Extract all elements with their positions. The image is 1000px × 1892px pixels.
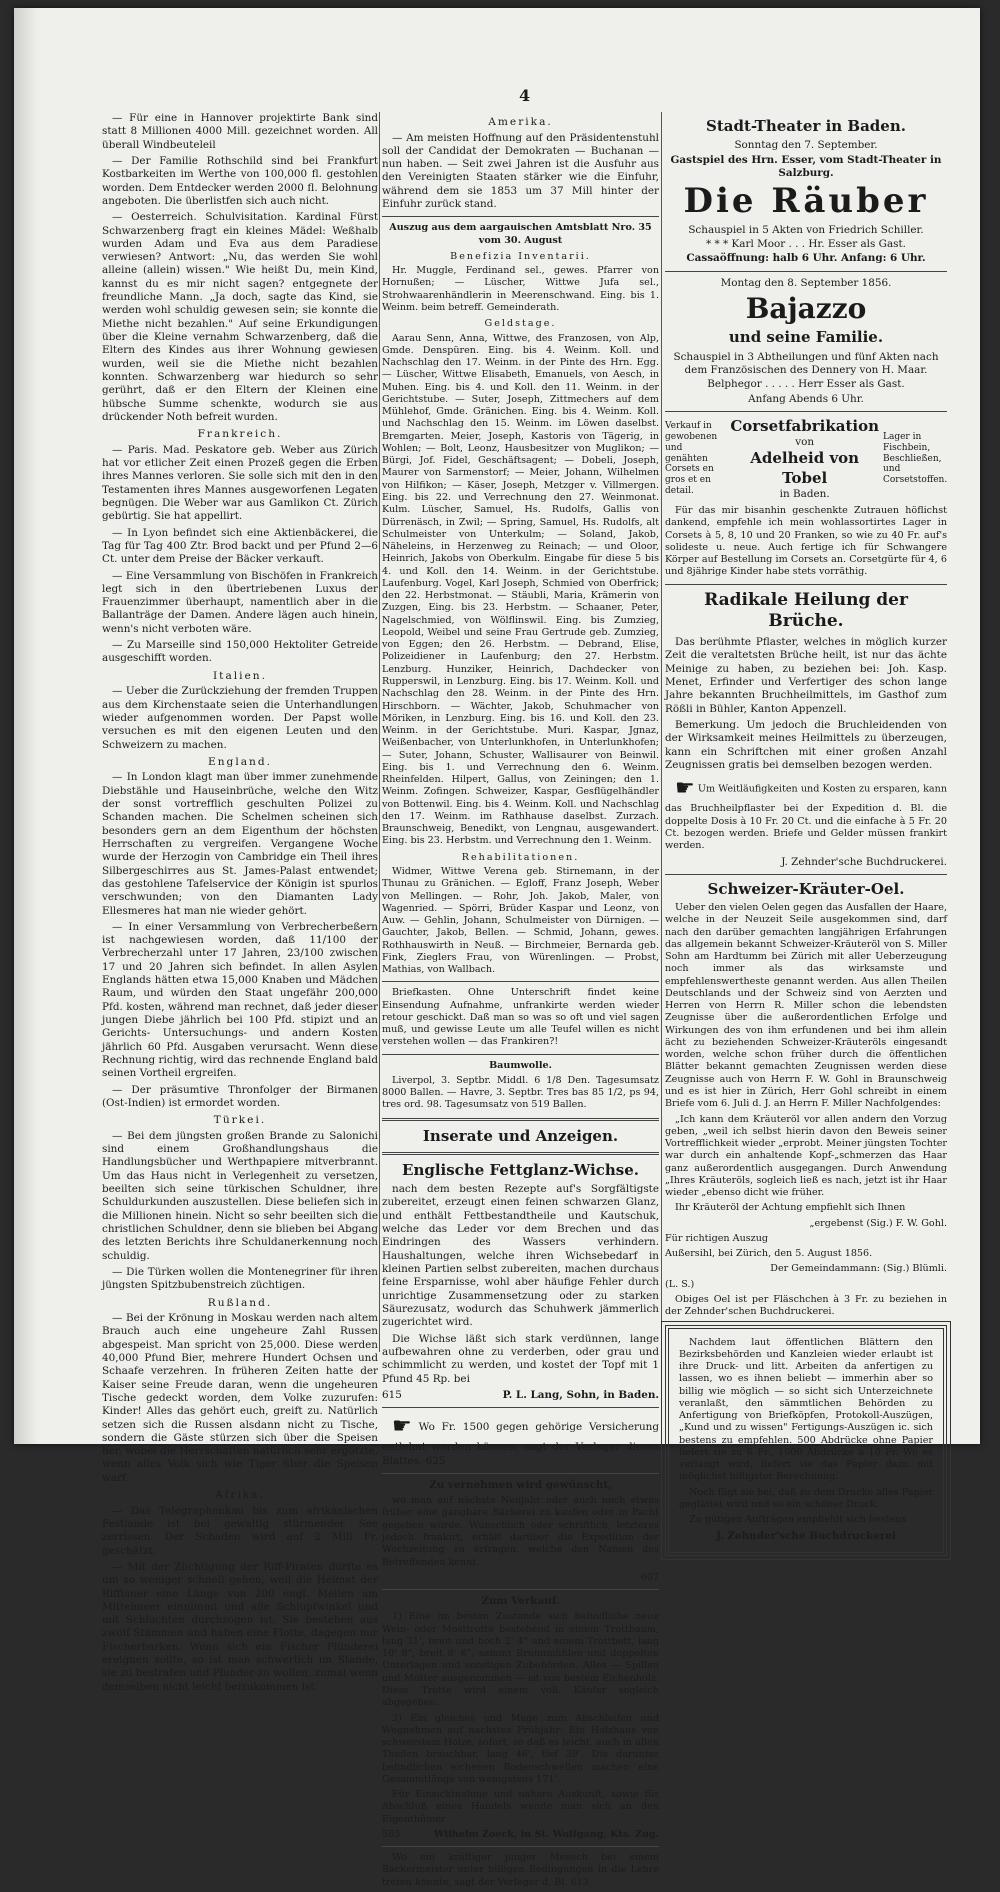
news-paragraph: — Oesterreich. Schulvisitation. Kardinal Fürst Schwarzenberg fragt ein kleines Mädel: Weßhalb wurden Adam und Eva aus dem Paradiese verwiesen? Antwort: „Nu, das werden Sie wohl alleine (allein) wissen." Wie heißt Du, mein Kind, kannst du es mir nicht sagen? entgegnete der freundliche Mann. „Ja doch, sagte das Kind, sie werden wohl schuldig gewesen sein; sie konnte die Miethe nicht bezahlen." Auf seine Erkundigungen über die Kleine vernahm Schwarzenberg, daß die Eltern des Kindes aus ihrer Wohnung gewiesen wurden, weil sie die Miethe nicht bezahlen konnten. Schwarzenberg war hiedurch so sehr gerührt, daß er den Eltern der Kleinen eine hübsche Summe schenkte, wodurch sie aus drückender Noth befreit wurden. [102, 211, 378, 423]
printing-ad-frame [665, 1325, 947, 1556]
briefkasten-text: Briefkasten. Ohne Unterschrift findet keine Einsendung Aufnahme, unfrankirte werden wieder retour geschickt. Daß man so was so oft und viel sagen muß, und gewisse Leute um alle Teufel willen es nicht verstehen wollen — das Frankiren?! [382, 987, 659, 1048]
divider [382, 1589, 659, 1590]
news-paragraph: — Zu Marseille sind 150,000 Hektoliter Getreide ausgeschifft worden. [102, 639, 378, 665]
corset-title: Corsetfabrikation [730, 416, 879, 435]
theater-title: Stadt-Theater in Baden. [706, 117, 906, 135]
ad-number: 613 [570, 1876, 589, 1888]
divider [382, 1407, 659, 1408]
newspaper-page [14, 8, 980, 1888]
theater-date: Sonntag den 7. September. [734, 139, 878, 152]
amtsblatt-title: Auszug aus dem aargauischen Amtsblatt Nro. 35 vom 30. August [389, 222, 652, 246]
divider [382, 1473, 659, 1474]
frame-text: Nachdem laut öffentlichen Blättern den Bezirksbehörden und Kanzleien wieder erlaubt ist ihre Druck- und litt. Arbeiten da anfertigen zu lassen, wo es ihnen beliebt — immerhin aber so billig wie möglich — so sicht sich Unterzeichnete veranlaßt, den sämmtlichen Behörden zu Anfertigung von Briefköpfen, Protokoll-Auszügen, „Kund und zu wissen" Fertigungs-Auszügen ic. sich bestens zu empfehlen. 500 Abdrücke ohne Papier liefert sie zu 6 Fr., 1000 Abdrücke à 10 Fr. Wo es verlangt wird, liefert sie das Papier dazu mit möglichst billigster Berechnung. [679, 1336, 933, 1483]
ad-number: 585 [382, 1828, 401, 1840]
column-announcements [382, 112, 659, 1892]
oel-price: Obiges Oel ist per Fläschchen à 3 Fr. zu beziehen in der Zehnder'schen Buchdruckerei. [665, 1293, 947, 1318]
news-paragraph: — Der präsumtive Thronfolger der Birmanen (Ost-Indien) ist ermordet worden. [102, 1083, 378, 1109]
gewuenscht-footer [382, 1572, 659, 1584]
wichse-text: nach dem besten Rezepte auf's Sorgfältigste zubereitet, erzeugt einen feinen schwarzen Glanz, und enthält Fettbestandtheile und Kautschuk, welche das Leder vor dem Brechen und das Eindringen des Wassers verhindern. Haushaltungen, welche ihren Wichsebedarf in kleinen Partien selbst zubereiten, machen durchaus feine Ersparnisse, wohl aber häufige Fehler durch unrichtige Zusammensetzung oder zu starken Säurezusatz, wodurch das Schuhwerk jämmerlich zugerichtet wird. [382, 1183, 659, 1329]
wichse-footer [382, 1389, 659, 1402]
section-heading: Afrika. [215, 1489, 265, 1502]
news-paragraph: — Die Türken wollen die Montenegriner für ihren jüngsten Spitzbubenstreich züchtigen. [102, 1265, 378, 1292]
section-heading: Italien. [213, 669, 267, 682]
wichse-text: Die Wichse läßt sich stark verdünnen, lange aufbewahren ohne zu verderben, oder grau und schimmlicht zu werden, und kostet der Topf mit 1 Pfund 45 Rp. bei [382, 1332, 659, 1385]
baumwolle-heading: Baumwolle. [489, 1059, 552, 1071]
verkauf-footer [382, 1829, 659, 1841]
frame-text: Zu gütigen Aufträgen empfiehlt sich bestens [689, 1514, 907, 1526]
page-fold-shadow [14, 8, 38, 1444]
news-paragraph: — Bei dem jüngsten großen Brande zu Salonichi sind einem Großhandlungshaus die Handlungsbücher und Werthpapiere mitverbrannt. Um das Haus nicht in Verlegenheit zu versetzen, beeilten sich seine türkischen Schuldner, ihre Schuldurkunden auszustellen. Diese beliefen sich in die Millionen hinein. Nicht so sehr beeilten sich die christlichen Schuldner, denn sie blieben bei Abgang des letzten Berichts ihre Schuldanerkennung noch schuldig. [102, 1129, 378, 1262]
ad-number: 615 [382, 1388, 402, 1401]
column-rule [379, 112, 380, 1352]
divider [382, 1152, 659, 1155]
oel-text: Ueber den vielen Oelen gegen das Ausfallen der Haare, welche in der Neuzeit Seile ausgekommen sind, darf nach den darüber gemachten langjährigen Erfahrungen das allgemein bekannt Schweizer-Kräuteröl von S. Miller Sohn am Hardtumm bei Zürich mit aller Ueberzeugung noch immer als das wirksamste und empfehlenswertheste genannt werden. Aus allen Theilen Deutschlands und der Schweiz sind von Aerzten und Herren von Herrn R. Miller schon die lebendsten Zeugnisse über die außerordentlichen Erfolge und Wirkungen des von ihm erfundenen und bei ihm allein ächt zu beziehenden Schweizer-Kräuteröls eingesandt worden, welche schon früher durch die öffentlichen Blätter bekannt gemachten Zeugnissen werden diese Zeugnisse auch von Herrn F. W. Gohl in Braunschweig und es ist hier in Zürich, Herr Gohl schreibt in einem Briefe vom 6. Juli d. J. an Herrn F. Miller Nachfolgendes: [665, 902, 947, 1110]
news-paragraph: — In Lyon befindet sich eine Aktienbäckerei, die Tag für Tag 400 Ztr. Brod backt und per Pfund 2—6 Ct. unter dem Preise der Bäcker verkauft. [102, 526, 378, 566]
news-paragraph: — Paris. Mad. Peskatore geb. Weber aus Zürich hat vor etlicher Zeit einen Prozeß gegen die Erben ihres Mannes verloren. Sie solle sich mit den in den Testamenten ihres Mannes ausgeworfenen Legaten begnügen. Die Weber war aus Gamlikon Ct. Zürich gebürtig. Sie hat appellirt. [102, 443, 378, 523]
bruch-text: Das berühmte Pflaster, welches in möglich kurzer Zeit die veraltetsten Brüche heilt, ist nur das ächte Meinige zu haben, zu beziehen bei: Joh. Kasp. Menet, Erfinder und Verfertiger des schon lange Jahre bekannten Bruchheilmittels, im Gasthof zum Rößli in Bühler, Kanton Appenzell. [665, 636, 947, 715]
section-heading: Rußland. [207, 1296, 273, 1309]
column-news [102, 112, 378, 1697]
frame-text: Noch fügt sie bei, daß zu dem Drucke alles Papier geglättet wird und so ein schöner Druck. [679, 1486, 933, 1510]
news-paragraph: — Ueber die Zurückziehung der fremden Truppen aus dem Kirchenstaate seien die Unterhandlungen wieder aufgenommen worden. Der Papst wolle versuchen es mit den eigenen Leuten und den Schweizern zu machen. [102, 685, 378, 751]
play-description: Schauspiel in 3 Abtheilungen und fünf Akten nach dem Französischen des Dennery von H. Maar. [673, 350, 939, 376]
theater-date: Montag den 8. September 1856. [720, 276, 892, 289]
corset-owner: Adelheid von Tobel [750, 449, 860, 487]
play-subtitle: und seine Familie. [728, 328, 884, 347]
wichse-title: Englische Fettglanz-Wichse. [402, 1160, 639, 1179]
inserate-heading: Inserate und Anzeigen. [422, 1126, 619, 1145]
divider [665, 584, 947, 585]
column-rule [661, 112, 662, 1352]
verkauf-item: 2) Ein gleiches und Mage zum Abschleifen und Wegnehmen auf nachstes Frühjahr: Ein Holzhaus von schwerstem Holze, sofort, so daß es leicht, auch in allen Theilen brauchbar, lang 46', tief 39'. Die darunter befindlichen eichenen Bodenschwellen machen eine Gesammtlänge von wenigstens 171'. [382, 1712, 659, 1785]
oel-quote: „Ich kann dem Kräuteröl vor allen andern den Vorzug geben, „weil ich selbst hierin davon den Beweis seiner Vortrefflichkeit wieder „erprobt. Meiner jüngsten Tochter war durch ein anhaltende Kopf-„schmerzen das Haar ganz außerordentlich ausgegangen. Durch Anwendung „Ihres Kräuteröls, sogleich ließ es nach, jetzt ist ihr Haar wieder „ebenso dicht wie früher. [665, 1113, 947, 1199]
section-heading: Rehabilitationen. [461, 851, 580, 863]
ad-signature: Wilhelm Zoeck, in St. Wolfgang, Kts. Zug. [433, 1828, 659, 1840]
gewuenscht-text: wo man auf nächste Neujahr oder auch noch etwas früher eine gangbare Bäckerei zu kaufen oder in Pacht gegeben würde. Wünschlich oder schriftlich, letzteres jedoch frankirt, erhält darüber die Expedition der Wochzeitung zu erfragen, welche den Namen des Betreffenden kennt. [382, 1495, 659, 1568]
corset-header [665, 417, 947, 501]
news-paragraph: — In einer Versammlung von Verbrecherbeßern ist nachgewiesen worden, daß 11/100 der Verbrecherzahl unter 17 Jahren, 23/100 zwischen 17 und 20 Jahren sich befindet. In allen Asylen Englands hätten etwa 15,000 Knaben und Mädchen Raum, und würden den Staat ungefähr 200,000 Pfd. kosten, während man rechnet, daß jeder dieser jungen Diebe jährlich bei 100 Pfd. stipizt und an Gerichts- Untersuchungs- und andern Kosten jährlich 60 Pfd. Ausgaben verursacht. Wenn diese Rechnung richtig, wird das rechnende England bald seinen Vortheil ergreifen. [102, 920, 378, 1080]
bruch-title: Radikale Heilung der Brüche. [704, 589, 908, 632]
benefizia-text: Hr. Muggle, Ferdinand sel., gewes. Pfarrer von Hornußen; — Lüscher, Wittwe Jufa sel., Strohwaarenhändlerin in Meerenschwand. Eing. bis 1. Weinm. beim betreff. Gemeinderath. [382, 265, 659, 314]
news-paragraph: — Eine Versammlung von Bischöfen in Frankreich legt sich in den übertriebenen Luxus der Frauenzimmer überhaupt, namentlich aber in die Ballanträge der Damen. Andere lägen auch hinein, wenn's nicht verboten wäre. [102, 569, 378, 635]
cast-line: Belphegor . . . . . Herr Esser als Gast. [707, 378, 905, 391]
verkauf-item: Für Einsichtnahme und nähere Auskunft, sowie für Abschluß eines Handels wende man sich an den Eigenthümer [382, 1789, 659, 1825]
oel-title: Schweizer-Kräuter-Oel. [707, 879, 905, 898]
news-paragraph: — In London klagt man über immer zunehmende Diebstähle und Hauseinbrüche, welche den Witz der sonst vortrefflich geschulten Polizei zu Schanden machen. Die Schelmen scheinen sich besonders gern an dem Eigenthum der höchsten Herrschaften zu vergreifen. Vergangene Woche wurde der Herzogin von Cambridge ein Theil ihres Silbergeschirres aus St. James-Palast entwendet; das gestohlene Tafelservice der Königin ist spurlos verschwunden; von den Diamanten Lady Ellesmeres hat man nie wieder gehört. [102, 771, 378, 917]
corset-text: Für das mir bisanhin geschenkte Zutrauen höflichst dankend, empfehle ich mein wohlassortirtes Lager in Corsets à 5, 8, 10 und 20 Franken, so wie zu 40 Fr. auf's solideste u. neue. Auch fertige ich für Schwangere Körper auf Bestellung im Corsets an. Corsetgürte für 4, 6 und 8jährige Kinder habe stets vorräthig. [665, 505, 947, 578]
news-paragraph: — Bei der Krönung in Moskau werden nach altem Brauch auch eine ungeheure Zahl Russen abgespeist. Man spricht von 25,000. Diese werden 40,000 Pfund Bier, mehrere Hundert Ochsen und Schaafe verzehren. In früheren Zeiten hatte der Kaiser seine Freude daran, wenn die ungeheuren Tische gedeckt worden, dem Volke zuzurufen: Kinder! Alles das gehört euch, greift zu. Natürlich setzen sich die Russen alsdann nicht zu Tische, sondern die Gäste stürzen sich über die Speisen her, wobei die Herrschaften natürlich sehr ergötzte, wenn alles Volk sich wie Tiger über die Speisen warf. [102, 1312, 378, 1484]
baecker-text [382, 1852, 659, 1889]
section-heading: Türkei. [213, 1114, 267, 1127]
news-paragraph: — Für eine in Hannover projektirte Bank sind statt 8 Millionen 4000 Mill. gezeichnet worden. All überall Windbeuteleil [102, 112, 378, 151]
news-paragraph: — Das Telegraphenkau bis zum afrikanischen Festlande ist bei gewaltig stürmender See zerrissen. Der Schaden wird auf 2 Mill Fr. geschätzt. [102, 1504, 378, 1557]
section-heading: Amerika. [488, 116, 553, 128]
news-paragraph: — Am meisten Hoffnung auf den Präsidentenstuhl soll der Candidat der Demokraten — Buchanan — nun haben. — Seit zwei Jahren ist die Ausfuhr aus den Vereinigten Staaten stärker wie die Einfuhr, während dem sie 1853 um 37 Mill hinter der Einfuhr zurück stand. [382, 131, 659, 211]
section-heading: Benefizia Inventarii. [450, 250, 591, 262]
bruch-remark: Bemerkung. Um jedoch die Bruchleidenden von der Wirksamkeit meines Heilmittels zu überzeugen, kann ein Schriftchen mit einer großen Anzahl Zeugnissen gratis bei demselben bezogen werden. [665, 719, 947, 771]
pointing-hand-icon: ☛ [392, 1414, 412, 1440]
play-title-bajazzo: Bajazzo [745, 292, 867, 326]
ad-number: 625 [425, 1454, 446, 1467]
ammann-signature: Der Gemeindammann: (Sig.) Blümli. [770, 1263, 947, 1275]
geldstage-text: Aarau Senn, Anna, Wittwe, des Franzosen, von Alp, Gmde. Denspüren. Eing. bis 4. Weinm. Koll. und Nachschlag den 17. Weinm. in der Pinte des Hrn. Egg. — Lüscher, Wittwe Elisabeth, Emanuels, von Aesch, in Muhen. Eing. bis 4. und Koll. den 11. Weinm. in der Gerichtstube. — Suter, Joseph, Zittmechers auf dem Mühlehof, Gmde. Gränichen. Eing. bis 4. Weinm. Koll. und Nachschlag den 15. Weinm. im Löwen daselbst. Bremgarten. Meier, Joseph, Kastoris von Tägerig, in Wohlen; — Bolt, Leonz, Hausbesitzer von Muglikon; — Bürgi, Jof. Fidel, Geschäftsagent; — Dobeli, Joseph, Maurer von Sarmenstorf; — Meier, Johann, Wilhelmen von Hilfikon; — Käser, Joseph, Metzger v. Villmergen. Eing. bis 22. und Verrechnung den 27. Weinmonat. Kulm. Lüscher, Samuel, Hs. Rudolfs, Gallis von Dürrenäsch, in Zwil; — Spring, Samuel, Hs. Rudolfs, alt Schulmeister von Unterkulm; — Soland, Jakob, Näheleins, in Herzenweg zu Reinach; — und Oloor, Heinrich, Jakobs von Oberkulm. Eingabe für diese 5 bis 4. und Koll. den 14. Weinm. in der Gerichtstube. Laufenburg. Vogel, Karl Joseph, Schmied von Oberfrick; den 22. Herbstmonat. — Stäubli, Maria, Krämerin von Zuzgen, Eing. bis 23. Herbstm. — Schaaner, Peter, Nagelschmied, von Wölflinswil. Eing. bis Zumzieg, Leopold, Weibel und seine Frau Gertrude geb. Zumzieg, von Eggen; den 26. Herbstm. — Debrand, Elise, Polizeidiener in Laufenburg; den 27. Herbstm. Lenzburg. Hunziker, Heinrich, Dachdecker von Rupperswil, in Lenzburg. Eing. bis 17. Weinm. Koll. und Nachschlag den 28. Weinm. in der Pinte des Hrn. Hirschborn. — Wächter, Jakob, Schuhmacher von Möriken, in Lenzburg. Eing. bis 16. und Koll. den 23. Weinm. in der Gerichtstube. Muri. Kaspar, Jgnaz, Weißenbacher, von Unterlunkhofen, in Unterlunkhofen; — Suter, Johann, Schuster, Wallisaurer von Beinwil. Eing. bis 1. und Verrechnung den 6. Weinm. Rheinfelden. Hilpert, Gallus, von Zeiningen; den 1. Weinm. Zofingen. Schweizer, Kaspar, Gesflügelhändler von Bottenwil. Eing. bis 4. Weinm. Koll. und Nachschlag den 17. Weinm. im Rathhause daselbst. Zurzach. Braunschweig, Benedikt, von Lengnau, ausgewandert. Eing. bis 23. Herbstm. und Verrechnung den 1. Weinm. [382, 332, 659, 847]
oel-text: Ihr Kräuteröl der Achtung empfiehlt sich Ihnen [675, 1202, 906, 1214]
divider [382, 1846, 659, 1847]
theater-guest: Gastspiel des Hrn. Esser, vom Stadt-Theater in Salzburg. [670, 153, 942, 179]
verkauf-item: 1) Eine im besten Zustande sich befindliche neue Wein- oder Mosttrotte bestehend in einem Trottbaum, lang 31', breit und hoch 2' 4" und einem Trottbett, lang 10' 8", breit 8' 6", sammt Brunnmühlen und doppelten Unterlagen und sonstigen Zubehörden. Alles — Spillen und Mutter ausgenommen — ist von bestem Eichenholz. Diese Trotte wird einem voll. Käufer sogleich abgegeben. [382, 1611, 659, 1709]
play-title-raeuber: Die Räuber [683, 181, 929, 222]
divider [382, 981, 659, 982]
section-heading: Geldstage. [484, 318, 557, 330]
corset-von: von [795, 436, 815, 449]
page-number: 4 [519, 86, 531, 105]
divider [382, 216, 659, 217]
corset-left-note: Verkauf in gewobenen und genähten Corsets en gros et en detail. [665, 421, 718, 496]
box-office-time: Cassaöffnung: halb 6 Uhr. Anfang: 6 Uhr. [686, 252, 926, 265]
divider [665, 411, 947, 412]
play-description: Schauspiel in 5 Akten von Friedrich Schiller. [688, 223, 924, 236]
ad-signature: P. L. Lang, Sohn, in Baden. [502, 1388, 659, 1401]
bruch-note-label: Um Weitläufigkeiten und Kosten zu ersparen, kann das Bruchheilpflaster bei der Expedition d. Bl. die doppelte Dosis à 10 Fr. 20 Ct. und die einfache à 5 Fr. 20 Ct. bezogen werden. Briefe und Gelder müssen frankirt werden. [665, 783, 947, 852]
verkauf-title: Zum Verkauf. [481, 1595, 560, 1608]
ad-number: 607 [640, 1571, 659, 1583]
news-paragraph: — Der Familie Rothschild sind bei Frankfurt Kostbarkeiten im Werthe von 100,000 fl. gestohlen worden. Dem Entdecker werden 2000 fl. Belohnung angeboten. Die überlistfen sich auch nicht. [102, 154, 378, 207]
section-heading: England. [207, 755, 272, 768]
baecker-label: Wo ein kräftiger junger Mensch bei einem Bäckermeister unter billigen Bedingungen in die Lehre treten könnte, sagt der Verleger d. Bl. [382, 1852, 659, 1888]
cast-line: * * * Karl Moor . . . Hr. Esser als Gast. [706, 238, 906, 251]
divider [665, 271, 947, 272]
versicherung-label: Wo Fr. 1500 gegen gehörige Versicherung entlehnt werden können, sagt der Verleger dieses Blattes. [382, 1421, 659, 1467]
auszug-line: Außersihl, bei Zürich, den 5. August 1856. [665, 1248, 873, 1260]
seal-note: (L. S.) [665, 1278, 695, 1290]
frame-signature: J. Zehnder'sche Buchdruckerei [716, 1529, 896, 1542]
oel-signature: „ergebenst (Sig.) F. W. Gohl. [809, 1217, 947, 1229]
corset-title-block [730, 417, 879, 501]
section-heading: Frankreich. [197, 428, 283, 441]
news-paragraph: — Mit der Züchtigung der Riff-Piraten dürfte es um so weniger schnell gehen, weil die Heimat der Riffianer eine Länge von 200 engl. Meilen am Mittelmeer einnimmt und alle Schlupfwinkel und mit Schluchten durchzogen ist. Sie bestehen aus zwölf Stämmen und haben eine Flotte, dagegen nur Fischerbarken. Wenn sich ein Fischer Plünderei ereignen sollte, so ist man schwerlich im Stande, sie zu bestrafen und Plunder-zu wollen, zumal wenn demselben nicht leicht beizukommen ist. [102, 1560, 378, 1693]
column-advertisements [665, 112, 947, 1562]
ad-signature: J. Zehnder'sche Buchdruckerei. [781, 855, 947, 868]
divider [665, 874, 947, 875]
auszug-line: Für richtigen Auszug [665, 1232, 769, 1244]
pointing-hand-icon: ☛ [675, 776, 695, 802]
bruch-note [665, 775, 947, 852]
divider [382, 1054, 659, 1055]
start-time: Anfang Abends 6 Uhr. [748, 392, 864, 405]
versicherung-text [382, 1413, 659, 1468]
corset-right-note: Lager in Fischbein, Beschließen, und Corsetstoffen. [883, 431, 948, 486]
divider [382, 1118, 659, 1121]
baumwolle-text: Liverpol, 3. Septbr. Middl. 6 1/8 Den. Tagesumsatz 8000 Ballen. — Havre, 3. Septbr. Tres bas 85 1/2, ps 94, tres ord. 98. Tagesumsatz von 519 Ballen. [382, 1074, 659, 1111]
rehabilitation-text: Widmer, Wittwe Verena geb. Stirnemann, in der Thunau zu Gränichen. — Egloff, Franz Joseph, Weber von Mellingen. — Rohr, Joh. Jakob, Maler, von Wagenried. — Spörri, Brüder Kaspar und Leonz, von Auw. — Gehlin, Johann, Schulmeister von Dürnigen. — Gauchter, Jakob, Bellen. — Schmid, Johann, gewes. Rothhauswirth in Neuß. — Birchmeier, Bernarda geb. Fink, Zieglers Frau, von Würenlingen. — Probst, Mathias, von Wallbach. [382, 865, 659, 976]
corset-place: in Baden. [779, 487, 830, 500]
gewuenscht-title: Zu vernehmen wird gewünscht, [429, 1478, 612, 1491]
